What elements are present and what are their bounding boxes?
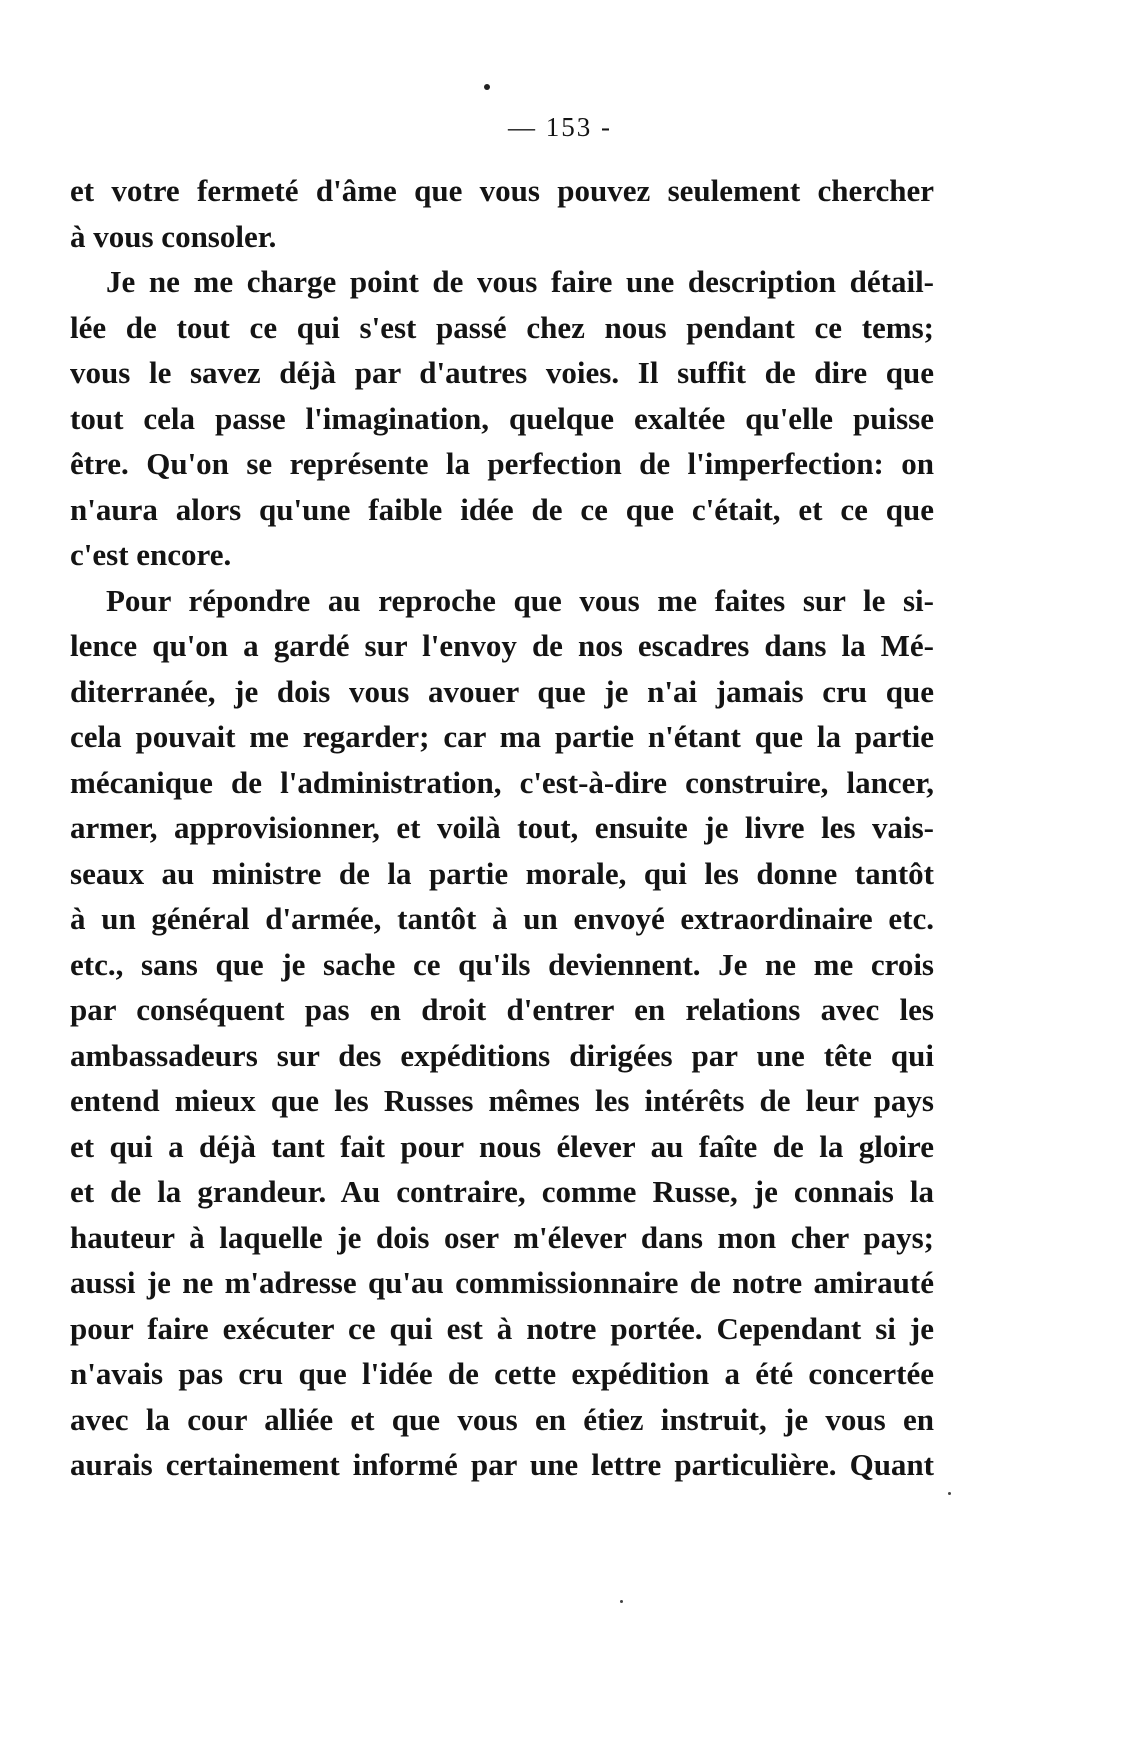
text-line: vous le savez déjà par d'autres voies. Il suffit de dire que (70, 355, 934, 390)
text-line: etc., sans que je sache ce qu'ils deviennent. Je ne me crois (70, 946, 934, 982)
print-speck (484, 84, 490, 90)
text-line: à vous consoler. (70, 218, 277, 254)
text-line: cela pouvait me regarder; car ma partie n'étant que la partie (70, 719, 934, 754)
page-number: — 153 - (508, 112, 612, 142)
text-line: entend mieux que les Russes mêmes les intérêts de leur pays (70, 1083, 934, 1118)
text-line: Pour répondre au reproche que vous me faites sur le si- (106, 582, 934, 618)
text-line: ambassadeurs sur des expéditions dirigées par une tête qui (70, 1037, 934, 1073)
text-line: par conséquent pas en droit d'entrer en relations avec les (70, 992, 934, 1027)
text-line: c'est encore. (70, 537, 232, 572)
text-line: être. Qu'on se représente la perfection de l'imperfection: on (70, 446, 934, 481)
text-line: n'aura alors qu'une faible idée de ce que c'était, et ce que (70, 491, 934, 527)
text-line: et votre fermeté d'âme que vous pouvez seulement chercher (70, 173, 934, 208)
text-line: n'avais pas cru que l'idée de cette expédition a été concertée (70, 1356, 934, 1391)
text-line: et qui a déjà tant fait pour nous élever au faîte de la gloire (70, 1128, 934, 1164)
text-line: à un général d'armée, tantôt à un envoyé extraordinaire etc. (70, 901, 934, 936)
text-line: mécanique de l'administration, c'est-à-dire construire, lancer, (70, 764, 934, 800)
text-line: avec la cour alliée et que vous en étiez instruit, je vous en (70, 1401, 934, 1437)
text-line: aussi je ne m'adresse qu'au commissionnaire de notre amirauté (70, 1265, 934, 1300)
text-line: et de la grandeur. Au contraire, comme Russe, je connais la (70, 1174, 934, 1209)
text-line: armer, approvisionner, et voilà tout, ensuite je livre les vais- (70, 810, 934, 845)
text-line: Je ne me charge point de vous faire une description détail- (106, 264, 934, 299)
print-speck (620, 1600, 623, 1603)
body-text (70, 168, 934, 1488)
text-line: lence qu'on a gardé sur l'envoy de nos escadres dans la Mé- (70, 628, 934, 663)
text-line: pour faire exécuter ce qui est à notre portée. Cependant si je (70, 1310, 934, 1346)
print-speck (948, 1492, 951, 1495)
text-line: hauteur à laquelle je dois oser m'élever dans mon cher pays; (70, 1219, 934, 1255)
text-line: lée de tout ce qui s'est passé chez nous pendant ce tems; (70, 309, 934, 345)
text-line: diterranée, je dois vous avouer que je n'ai jamais cru que (70, 673, 934, 709)
text-line: tout cela passe l'imagination, quelque exaltée qu'elle puisse (70, 400, 934, 436)
text-line: aurais certainement informé par une lettre particulière. Quant (70, 1447, 934, 1482)
text-line: seaux au ministre de la partie morale, qui les donne tantôt (70, 855, 934, 891)
